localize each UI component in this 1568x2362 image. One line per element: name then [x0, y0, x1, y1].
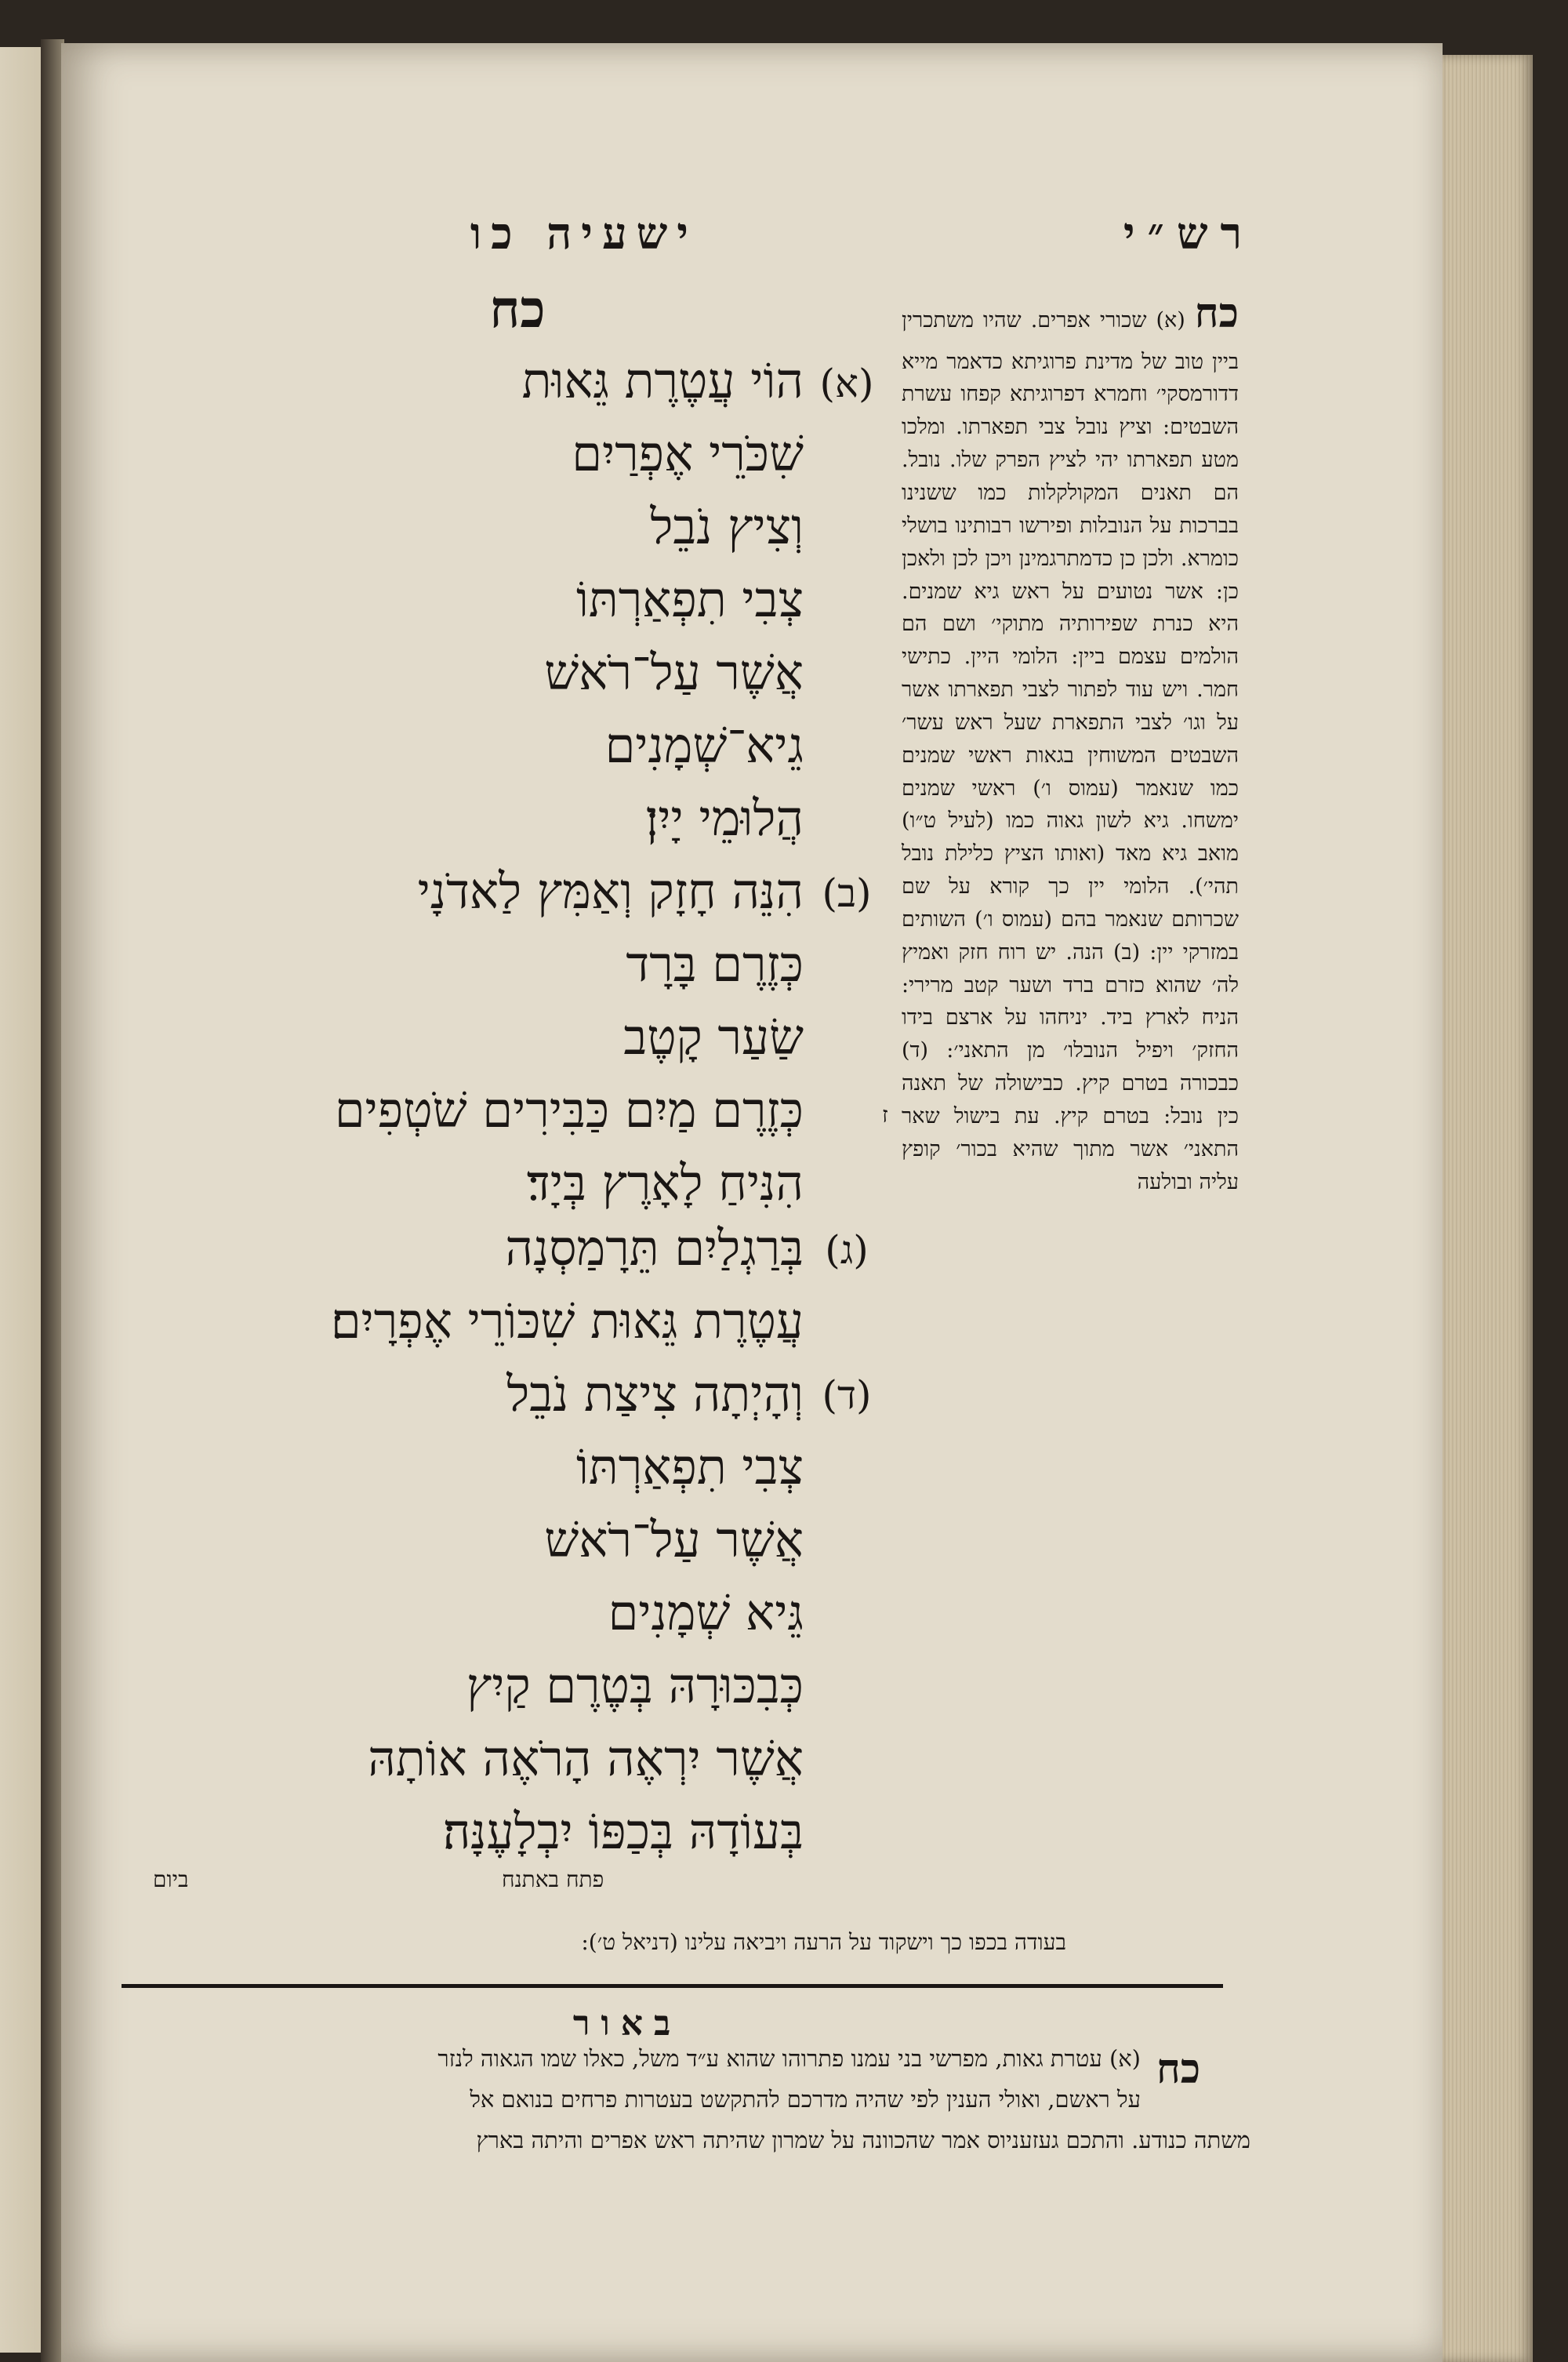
verse-line: כְּזֶרֶם מַיִם כַּבִּירִים שֹׁטְפִים: [334, 1081, 804, 1139]
running-header-rashi: רש״י: [1123, 208, 1254, 260]
chapter-number: כח: [489, 278, 546, 340]
verse-number: (ג): [825, 1227, 869, 1273]
facing-page-edge: [0, 47, 43, 2353]
verse-line: כְּבִכּוּרָהּ בְּטֶרֶם קַיִץ: [466, 1657, 804, 1714]
verse-line: הִנִּיחַ לָאָרֶץ בְּיָד׃: [526, 1154, 804, 1212]
verse-line: וְהָיְתָה צִיצַת נֹבֵל: [506, 1365, 804, 1423]
biur-line: על ראשם, ואולי הענין לפי שהיה מדרכם להתקשט בעטרות פרחים בנואם אל: [470, 2086, 1141, 2113]
verse-number: (ד): [822, 1372, 872, 1418]
verse-line: וְצִיץ נֹבֵל: [650, 498, 804, 555]
verse-line: הֲלוּמֵי יָיִן׃: [645, 790, 804, 847]
verse-line: בְּעוֹדָהּ בְּכַפּוֹ יִבְלָעֶנָּה׃: [442, 1803, 804, 1860]
running-header-book-chapter: ישעיה כו: [470, 208, 698, 260]
page-stack-edge: [1443, 55, 1533, 2362]
biur-chapter-cap: כח: [1156, 2045, 1201, 2093]
verse-line: גֵיא־שְׁמָנִים: [604, 717, 804, 774]
rashi-text: (א) שכורי אפרים. שהיו משתכרין ביין טוב של מדינת פרוגיתא כדאמר מייא דדורמסקי׳ וחמרא דפרוגיתא קפחו עשרת השבטים: וציץ נובל צבי תפארתו. ומלכו מטע תפארתו יהי לציץ הפרק שלו. נובל. הם תאנים המקולקלות כמו ששנינו בברכות על הנובלות ופירשו רבותינו בושלי כומרא. ולכן כן כדמתרגמינן ויכן לכן ולאכן כן: אשר נטועים על ראש גיא שמנים. היא כנרת שפירותיה מתוקי׳ ושם הם הולמים עצמם ביין: הלומי היין. כתישי חמר. ויש עוד לפתור לצבי תפארתו אשר על וגו׳ לצבי התפארת שעל ראש עשר׳ השבטים המשוחין בגאות ראשי שמנים כמו שנאמר (עמוס ו׳) ראשי שמנים ימשחו. גיא לשון גאוה כמו (לעיל ט״ו) מואב גיא מאד (ואותו הציץ כלילת נובל תהי׳). הלומי יין כך קורא על שם שכרותם שנאמר בהם (עמוס ו׳) השותים במזרקי יין: (ב) הנה. יש רוח חזק ואמיץ לה׳ שהוא כזרם ברד ושער קטב מרירי: הניח לארץ ביד. יניחהו על ארצם בידו החזק׳ ויפיל הנובלו׳ מן התאני׳: (ד) כבכורה בטרם קיץ. כבישולה של תאנה כין נובל: בטרם קיץ. עת בישול שאר התאני׳ אשר מתוך שהיא בכור׳ קופץ עליה ובולעה: [902, 308, 1239, 1194]
rashi-commentary: [902, 282, 1239, 1199]
verse-line: צְבִי תִפְאַרְתּוֹ: [576, 1438, 804, 1495]
catchword: ביום: [153, 1866, 189, 1892]
biur-line: (א) עטרת גאות, מפרשי בני עמנו פתרוהו שהוא ע״ד משל, כאלו שמו הגאוה לנזר: [437, 2045, 1141, 2072]
verse-line: אֲשֶׁר עַל־רֹאשׁ: [544, 644, 804, 701]
margin-mark: ז: [882, 1102, 888, 1128]
verse-line: כְּזֶרֶם בָּרָד: [626, 936, 804, 993]
verse-line: הִנֵּה חָזָק וְאַמִּץ לַאדֹנָי: [417, 863, 804, 920]
verse-line: צְבִי תִפְאַרְתּוֹ: [576, 571, 804, 628]
masoretic-note: פתח באתנח: [502, 1866, 604, 1892]
biur-heading: באור: [572, 2004, 682, 2044]
verse-line: אֲשֶׁר עַל־רֹאשׁ: [544, 1511, 804, 1568]
section-divider: [122, 1984, 1223, 1988]
rashi-chapter-cap: כח: [1194, 289, 1239, 337]
verse-line: בְּרַגְלַיִם תֵּרָמַסְנָה: [505, 1219, 804, 1277]
verse-line: עֲטֶרֶת גֵּאוּת שִׁכּוֹרֵי אֶפְרָיִם׃: [330, 1292, 804, 1350]
verse-line: שַׂעַר קָטֶב: [623, 1008, 804, 1066]
rashi-continuation-line: בעודה בכפו כך וישקוד על הרעה ויביאה עלינו (דניאל ט׳):: [581, 1929, 1066, 1955]
verse-line: שִׁכֹּרֵי אֶפְרַיִם: [572, 425, 804, 482]
biur-line: משתה כנודע. והתכם געזעניוס אמר שהכוונה על שמרון שהיתה ראש אפרים והיתה בארץ: [476, 2127, 1250, 2153]
verse-line: גֵּיא שְׁמָנִים: [608, 1584, 804, 1641]
verse-line: הוֹי עֲטֶרֶת גֵּאוּת: [521, 352, 804, 409]
verse-number: (ב): [822, 870, 872, 916]
verse-number: (א): [819, 361, 874, 406]
verse-line: אֲשֶׁר יִרְאֶה הָרֹאֶה אוֹתָהּ: [368, 1730, 804, 1787]
